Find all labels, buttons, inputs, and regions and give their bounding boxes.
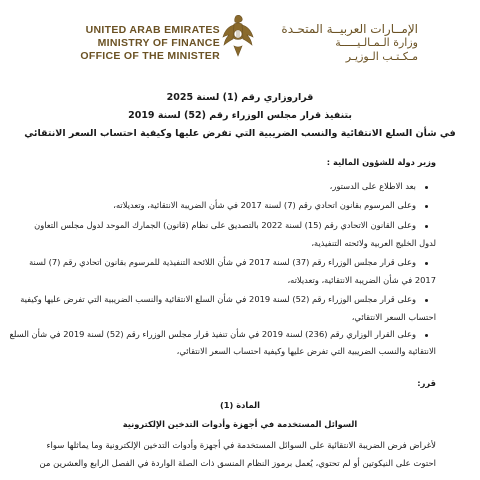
bullet-dot — [425, 205, 428, 208]
decided-label: قرر: — [417, 378, 436, 388]
subject-line-1: بتنفيذ قرار مجلس الوزراء رقم (52) لسنة 2019 — [128, 110, 352, 121]
letterhead-arabic-line-2: وزارة الـمـالـيـــــة — [335, 36, 418, 49]
letterhead-english-line-1: UNITED ARAB EMIRATES — [85, 24, 220, 36]
article-body-line-2: احتوت على النيكوتين أو لم تحتوي، يُعمل برموز النظام المنسق ذات الصلة الواردة في الفصل الرابع والعشرين من — [39, 459, 436, 469]
preamble-item-4-line-2: 2017 في شأن الضريبة الانتقائية، وتعديلاته، — [287, 275, 436, 285]
subject-line-2: في شأن السلع الانتقائية والنسب الضريبية التي تفرض عليها وكيفية احتساب السعر الانتقائي — [24, 128, 456, 139]
bullet-dot — [425, 225, 428, 228]
decision-number: قراروزاري رقم (1) لسنة 2025 — [166, 92, 314, 103]
preamble-item-6-line-2: الانتقائية والنسب الضريبية التي تفرض عليها وكيفية احتساب السعر الانتقائي، — [176, 346, 436, 356]
preamble-item-3-line-1: وعلى القانون الاتحادي رقم (15) لسنة 2022 بالتصديق على نظام (قانون) الجمارك الموحد لدول مجلس التعاون — [34, 220, 416, 230]
preamble-item-5-line-1: وعلى قرار مجلس الوزراء رقم (52) لسنة 2019 في شأن السلع الانتقائية والنسب الضريبية التي تفرض عليها وكيفية — [20, 294, 416, 304]
preamble-item-6-line-1: وعلى القرار الوزاري رقم (236) لسنة 2019 في شأن تنفيذ قرار مجلس الوزراء رقم (52) لسنة 2019 في شأن السلع — [9, 329, 416, 339]
letterhead-english-line-2: MINISTRY OF FINANCE — [97, 37, 220, 49]
preamble-item-2: وعلى المرسوم بقانون اتحادي رقم (7) لسنة 2017 في شأن الضريبة الانتقائية، وتعديلاته، — [113, 200, 416, 210]
bullet-dot — [425, 186, 428, 189]
preamble-item-3-line-2: لدول الخليج العربية ولائحته التنفيذية، — [311, 238, 436, 248]
article-title: المادة (1) — [219, 400, 261, 410]
preamble-item-5-line-2: احتساب السعر الانتقائي، — [351, 312, 436, 322]
bullet-dot — [425, 299, 428, 302]
bullet-dot — [425, 334, 428, 337]
article-body-line-1: لأغراض فرض الضريبة الانتقائية على السوائل المستخدمة في أجهزة وأدوات التدخين الإلكترونية وما يماثلها سواء — [46, 441, 436, 451]
article-heading: السوائل المستخدمة في أجهزة وأدوات التدخين الإلكترونية — [122, 419, 358, 429]
preamble-item-1: بعد الاطلاع على الدستور، — [329, 181, 416, 191]
letterhead-english-line-3: OFFICE OF THE MINISTER — [80, 50, 220, 62]
letterhead-arabic-line-1: الإمــارات العربيــة المتحـدة — [281, 22, 418, 36]
preamble-item-4-line-1: وعلى قرار مجلس الوزراء رقم (37) لسنة 2017 في شأن اللائحة التنفيذية للمرسوم بقانون اتحادي رقم (7) لسنة — [29, 257, 416, 267]
minister-line: وزير دولة للشؤون المالية : — [326, 157, 436, 167]
bullet-dot — [425, 262, 428, 265]
letterhead-arabic-line-3: مـكـتـب الـوزيـر — [345, 50, 418, 63]
